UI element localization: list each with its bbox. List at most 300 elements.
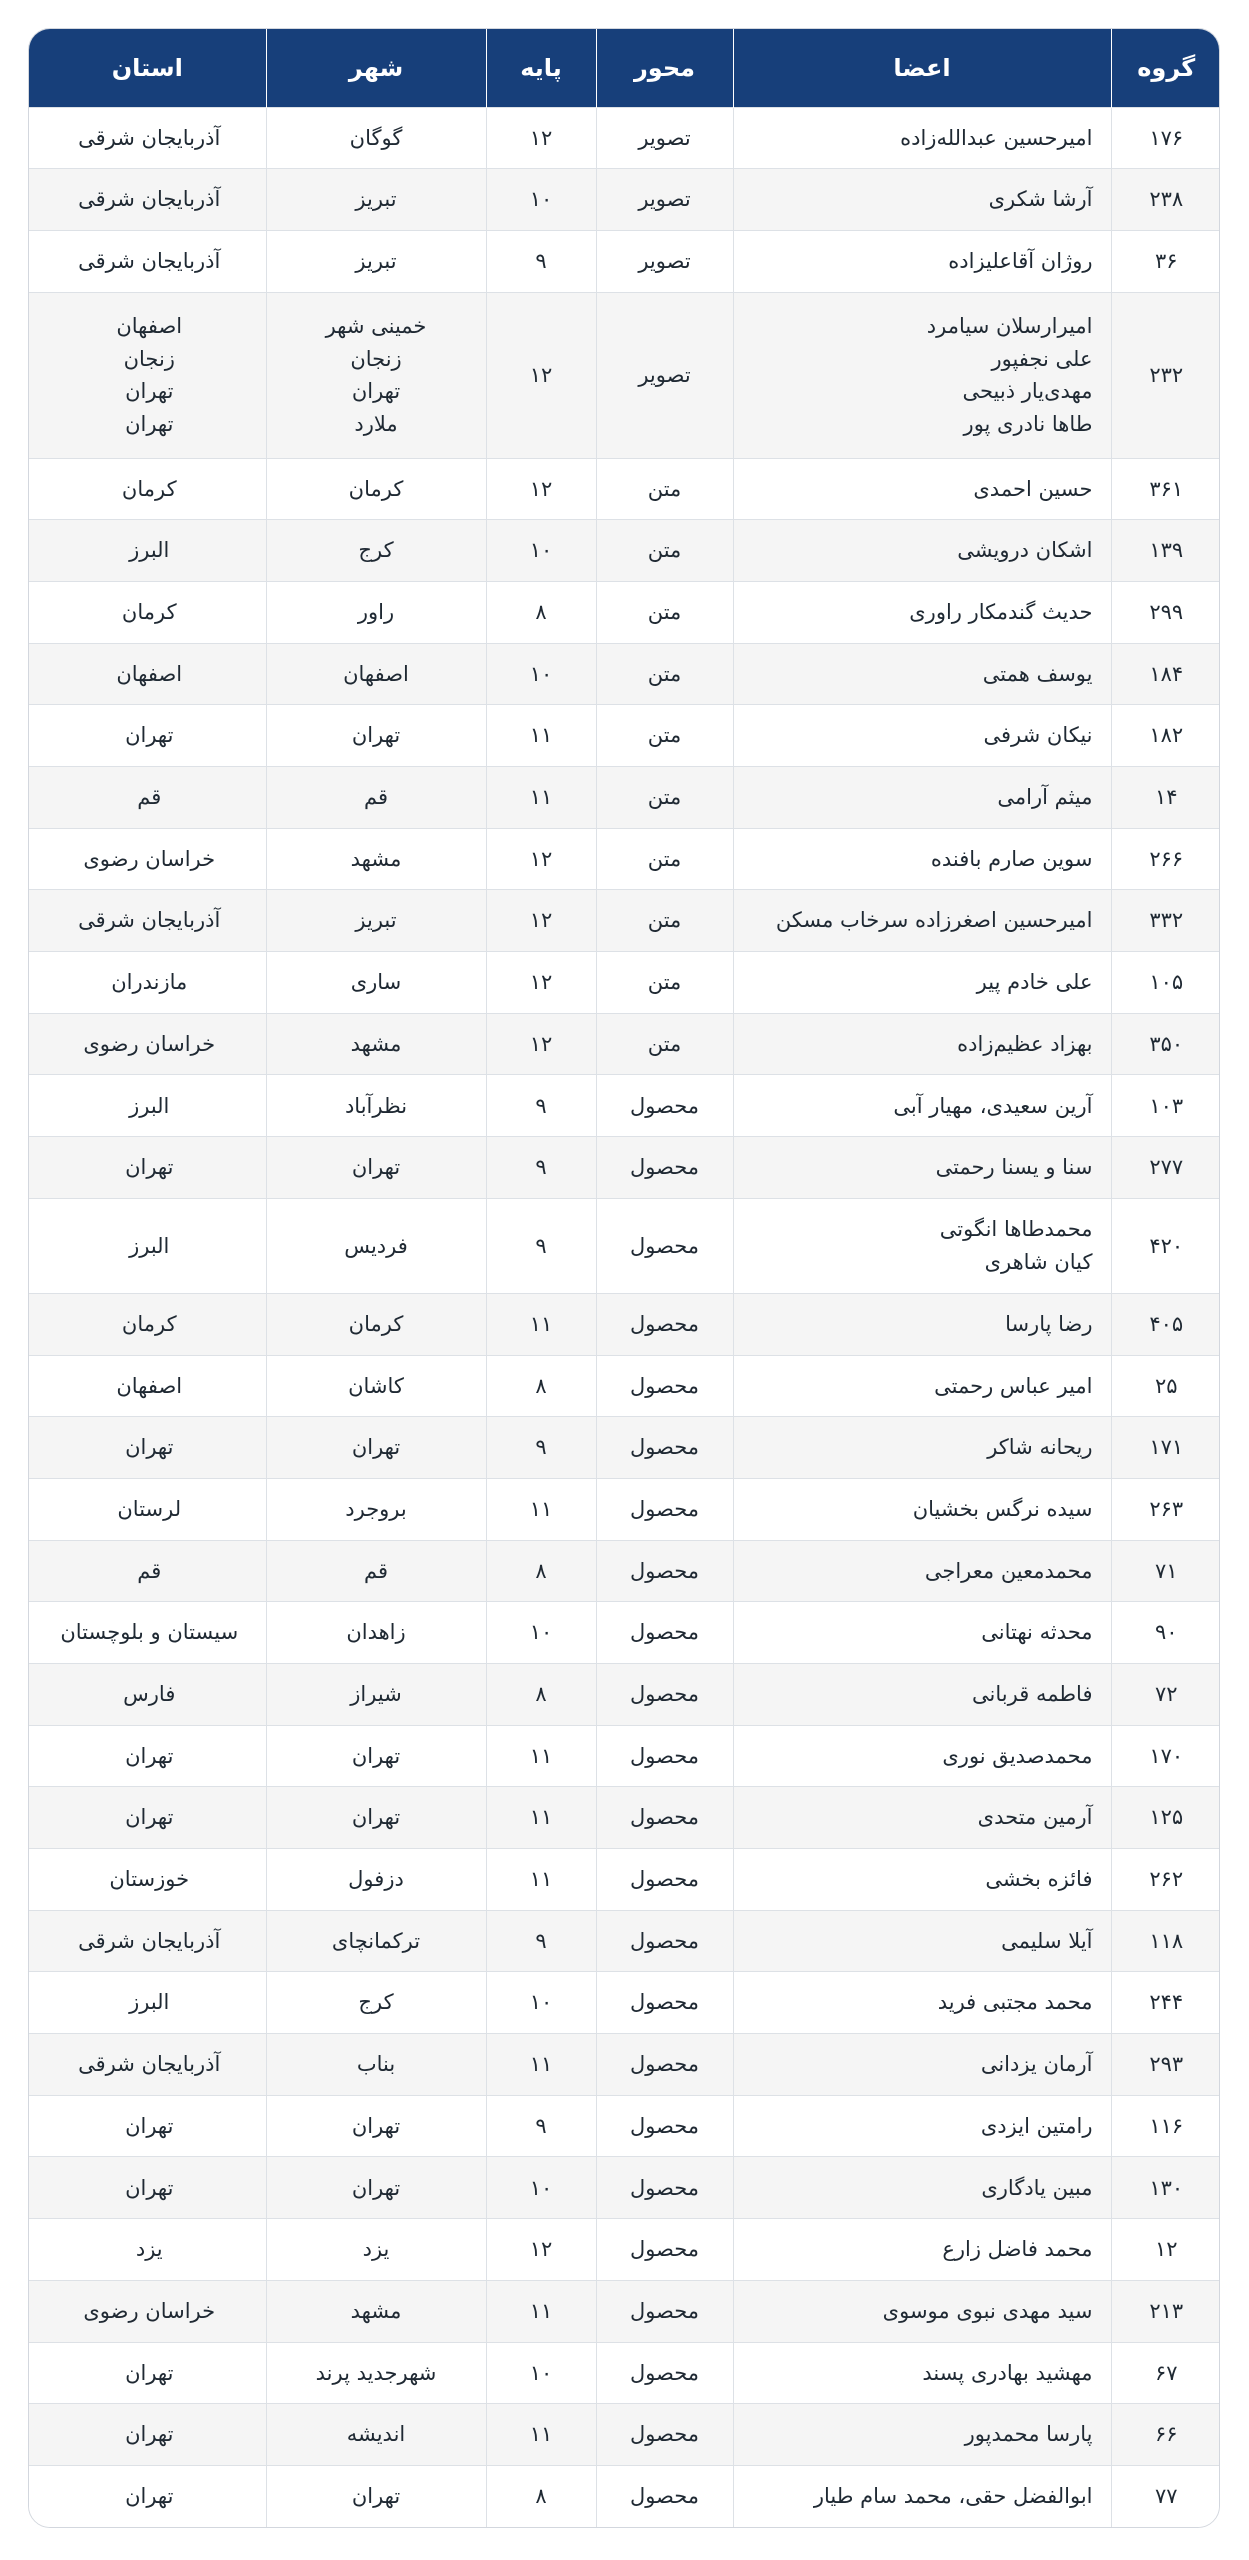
cell-province-line: آذربایجان شرقی xyxy=(78,125,221,150)
cell-city xyxy=(266,890,486,952)
cell-grade: ۱۰ xyxy=(486,1972,596,2034)
cell-grade: ۱۱ xyxy=(486,1725,596,1787)
cell-grade: ۱۱ xyxy=(486,705,596,767)
cell-axis: محصول xyxy=(596,2465,733,2527)
cell-grade: ۸ xyxy=(486,2465,596,2527)
cell-city-line: مشهد xyxy=(350,2298,402,2323)
cell-members xyxy=(733,1417,1111,1479)
cell-city xyxy=(266,705,486,767)
cell-members xyxy=(733,1910,1111,1972)
cell-group: ۳۵۰ xyxy=(1111,1013,1220,1075)
cell-axis: محصول xyxy=(596,2034,733,2096)
cell-city-line: کاشان xyxy=(348,1373,404,1398)
cell-axis: محصول xyxy=(596,2095,733,2157)
cell-group: ۹۰ xyxy=(1111,1602,1220,1664)
cell-group: ۱۷۱ xyxy=(1111,1417,1220,1479)
cell-members-line: محمدطاها انگوتی xyxy=(939,1217,1093,1242)
cell-province-line: تهران xyxy=(125,2113,174,2138)
cell-members-line: محمدصدیق نوری xyxy=(942,1743,1093,1768)
cell-members-line: ریحانه شاکر xyxy=(987,1435,1093,1460)
cell-province xyxy=(29,2157,266,2219)
cell-province xyxy=(29,292,266,458)
cell-city xyxy=(266,2404,486,2466)
cell-members-line: سوین صارم بافنده xyxy=(930,846,1093,871)
table-row xyxy=(29,705,1220,767)
cell-city-line: کرج xyxy=(358,1990,394,2015)
cell-city xyxy=(266,2465,486,2527)
cell-members-line: سیده نرگس بخشیان xyxy=(912,1496,1093,1521)
cell-axis: محصول xyxy=(596,1787,733,1849)
cell-city-line: کرج xyxy=(358,538,394,563)
cell-grade: ۱۱ xyxy=(486,2404,596,2466)
cell-city xyxy=(266,643,486,705)
cell-province xyxy=(29,828,266,890)
cell-members-line: فاطمه قربانی xyxy=(972,1682,1093,1706)
cell-province-line: البرز xyxy=(129,1093,170,1118)
cell-city xyxy=(266,1293,486,1355)
cell-province xyxy=(29,1910,266,1972)
cell-province xyxy=(29,2342,266,2404)
cell-province-line: فارس xyxy=(123,1682,176,1706)
cell-city xyxy=(266,1849,486,1911)
cell-province-line: تهران xyxy=(125,2360,174,2385)
cell-group: ۴۲۰ xyxy=(1111,1198,1220,1293)
header-axis: محور xyxy=(596,29,733,107)
cell-group: ۲۶۲ xyxy=(1111,1849,1220,1911)
cell-province-line: البرز xyxy=(129,1990,170,2015)
cell-city-line: تهران xyxy=(351,2175,401,2200)
cell-city xyxy=(266,1075,486,1137)
cell-members xyxy=(733,2465,1111,2527)
cell-grade: ۹ xyxy=(486,1075,596,1137)
cell-members xyxy=(733,767,1111,829)
cell-province-line: کرمان xyxy=(121,1311,177,1336)
table-row xyxy=(29,2404,1220,2466)
cell-members-line: پارسا محمدپور xyxy=(964,2422,1093,2447)
cell-province-line: سیستان و بلوچستان xyxy=(60,1620,239,1645)
cell-grade: ۱۲ xyxy=(486,828,596,890)
cell-province xyxy=(29,1663,266,1725)
cell-grade: ۸ xyxy=(486,1540,596,1602)
cell-province-line: تهران xyxy=(125,1435,174,1460)
cell-axis: محصول xyxy=(596,1198,733,1293)
cell-city-line: تهران xyxy=(351,1435,401,1460)
cell-province xyxy=(29,952,266,1014)
cell-grade: ۹ xyxy=(486,1910,596,1972)
cell-axis: محصول xyxy=(596,1849,733,1911)
cell-province xyxy=(29,643,266,705)
cell-grade: ۸ xyxy=(486,1663,596,1725)
cell-grade: ۱۱ xyxy=(486,2280,596,2342)
cell-city xyxy=(266,767,486,829)
cell-city-line: اندیشه xyxy=(346,2422,406,2447)
table-row xyxy=(29,1910,1220,1972)
cell-grade: ۱۰ xyxy=(486,2342,596,2404)
cell-members xyxy=(733,643,1111,705)
cell-province xyxy=(29,1540,266,1602)
table-row xyxy=(29,107,1220,169)
table-row xyxy=(29,1075,1220,1137)
cell-province-line: تهران xyxy=(125,1805,174,1830)
cell-province-line: آذربایجان شرقی xyxy=(78,187,221,212)
cell-province xyxy=(29,2034,266,2096)
cell-city xyxy=(266,1663,486,1725)
cell-members-line: محمدمعین معراجی xyxy=(924,1558,1093,1583)
cell-group: ۲۴۴ xyxy=(1111,1972,1220,2034)
cell-members xyxy=(733,1725,1111,1787)
cell-grade: ۱۲ xyxy=(486,292,596,458)
cell-city xyxy=(266,169,486,231)
cell-members xyxy=(733,2034,1111,2096)
table-row xyxy=(29,1972,1220,2034)
cell-axis: محصول xyxy=(596,2404,733,2466)
table-body xyxy=(29,107,1220,2527)
cell-grade: ۱۰ xyxy=(486,2157,596,2219)
cell-axis: محصول xyxy=(596,1293,733,1355)
cell-axis: متن xyxy=(596,520,733,582)
cell-members-line: علی نجفپور xyxy=(991,346,1093,371)
cell-province xyxy=(29,1787,266,1849)
cell-axis: محصول xyxy=(596,1137,733,1199)
cell-members xyxy=(733,1540,1111,1602)
cell-group: ۱۷۶ xyxy=(1111,107,1220,169)
cell-grade: ۱۰ xyxy=(486,169,596,231)
cell-city-line: بناب xyxy=(356,2052,396,2077)
cell-group: ۲۹۳ xyxy=(1111,2034,1220,2096)
cell-province-line: تهران xyxy=(125,411,174,436)
cell-members-line: آرشا شکری xyxy=(988,187,1093,212)
cell-members xyxy=(733,890,1111,952)
cell-province xyxy=(29,1075,266,1137)
cell-group: ۲۹۹ xyxy=(1111,581,1220,643)
cell-group: ۷۱ xyxy=(1111,1540,1220,1602)
cell-city xyxy=(266,458,486,520)
cell-members xyxy=(733,581,1111,643)
cell-group: ۱۱۶ xyxy=(1111,2095,1220,2157)
cell-province xyxy=(29,890,266,952)
cell-province-line: یزد xyxy=(135,2237,163,2262)
cell-province xyxy=(29,1013,266,1075)
cell-group: ۳۳۲ xyxy=(1111,890,1220,952)
table-row xyxy=(29,1137,1220,1199)
table-row xyxy=(29,1540,1220,1602)
cell-group: ۶۶ xyxy=(1111,2404,1220,2466)
cell-city xyxy=(266,520,486,582)
cell-grade: ۹ xyxy=(486,2095,596,2157)
participants-table-container xyxy=(28,28,1220,2528)
cell-axis: متن xyxy=(596,828,733,890)
cell-city-line: تهران xyxy=(351,2484,401,2509)
cell-city xyxy=(266,1417,486,1479)
cell-members-line: کیان شاهری xyxy=(984,1249,1093,1274)
cell-members xyxy=(733,1013,1111,1075)
cell-members-line: حدیث گندمکار راوری xyxy=(909,600,1093,624)
cell-city xyxy=(266,2034,486,2096)
cell-province-line: تهران xyxy=(125,2175,174,2200)
cell-axis: متن xyxy=(596,705,733,767)
cell-grade: ۹ xyxy=(486,230,596,292)
cell-axis: محصول xyxy=(596,2157,733,2219)
cell-grade: ۱۲ xyxy=(486,107,596,169)
cell-group: ۲۶۶ xyxy=(1111,828,1220,890)
cell-grade: ۱۰ xyxy=(486,643,596,705)
cell-city xyxy=(266,1198,486,1293)
cell-city xyxy=(266,2219,486,2281)
cell-city-line: دزفول xyxy=(348,1867,404,1892)
cell-city-line: قم xyxy=(363,1558,388,1583)
cell-group: ۳۶۱ xyxy=(1111,458,1220,520)
cell-members xyxy=(733,1137,1111,1199)
cell-city xyxy=(266,1013,486,1075)
cell-city-line: نظرآباد xyxy=(344,1093,408,1118)
cell-group: ۱۷۰ xyxy=(1111,1725,1220,1787)
cell-axis: متن xyxy=(596,767,733,829)
cell-province xyxy=(29,1417,266,1479)
cell-province-line: اصفهان xyxy=(116,313,183,338)
header-province: استان xyxy=(29,29,266,107)
cell-province xyxy=(29,1972,266,2034)
cell-province-line: اصفهان xyxy=(116,1373,183,1398)
cell-axis: متن xyxy=(596,952,733,1014)
cell-province-line: خراسان رضوی xyxy=(83,1031,216,1056)
cell-province xyxy=(29,705,266,767)
cell-city-line: راور xyxy=(357,600,395,624)
cell-members-line: امیرارسلان سیامرد xyxy=(926,313,1093,338)
cell-members-line: رضا پارسا xyxy=(1005,1311,1093,1336)
cell-group: ۱۲۵ xyxy=(1111,1787,1220,1849)
cell-axis: محصول xyxy=(596,1540,733,1602)
cell-members-line: یوسف همتی xyxy=(982,661,1093,686)
table-row xyxy=(29,1417,1220,1479)
cell-axis: تصویر xyxy=(596,169,733,231)
cell-province xyxy=(29,107,266,169)
cell-group: ۷۷ xyxy=(1111,2465,1220,2527)
cell-group: ۴۰۵ xyxy=(1111,1293,1220,1355)
cell-members-line: امیر عباس رحمتی xyxy=(934,1373,1093,1398)
cell-members-line: آرمین متحدی xyxy=(977,1805,1093,1830)
table-row xyxy=(29,890,1220,952)
cell-city xyxy=(266,1910,486,1972)
cell-city-line: قم xyxy=(363,785,388,810)
cell-grade: ۹ xyxy=(486,1137,596,1199)
cell-members xyxy=(733,292,1111,458)
cell-grade: ۹ xyxy=(486,1417,596,1479)
cell-axis: محصول xyxy=(596,1910,733,1972)
cell-province-line: خراسان رضوی xyxy=(83,846,216,871)
cell-city xyxy=(266,292,486,458)
cell-province-line: آذربایجان شرقی xyxy=(78,908,221,933)
cell-members xyxy=(733,1849,1111,1911)
cell-province xyxy=(29,2465,266,2527)
cell-province xyxy=(29,1602,266,1664)
cell-grade: ۱۱ xyxy=(486,1478,596,1540)
cell-grade: ۱۱ xyxy=(486,2034,596,2096)
cell-province xyxy=(29,1293,266,1355)
table-row xyxy=(29,1198,1220,1293)
cell-axis: محصول xyxy=(596,2280,733,2342)
cell-grade: ۱۰ xyxy=(486,520,596,582)
cell-grade: ۱۱ xyxy=(486,767,596,829)
cell-province-line: البرز xyxy=(129,538,170,563)
cell-province-line: لرستان xyxy=(117,1496,182,1521)
cell-province-line: تهران xyxy=(125,379,174,404)
table-row xyxy=(29,1787,1220,1849)
cell-members xyxy=(733,828,1111,890)
cell-city xyxy=(266,2342,486,2404)
cell-members xyxy=(733,1198,1111,1293)
cell-axis: تصویر xyxy=(596,292,733,458)
table-row xyxy=(29,169,1220,231)
cell-group: ۱۸۲ xyxy=(1111,705,1220,767)
cell-province-line: البرز xyxy=(129,1233,170,1258)
cell-members xyxy=(733,1602,1111,1664)
table-row xyxy=(29,2280,1220,2342)
cell-city-line: تبریز xyxy=(355,187,397,212)
cell-axis: تصویر xyxy=(596,107,733,169)
cell-members xyxy=(733,1478,1111,1540)
cell-province xyxy=(29,169,266,231)
cell-axis: متن xyxy=(596,581,733,643)
cell-city-line: زاهدان xyxy=(346,1620,406,1645)
cell-province xyxy=(29,520,266,582)
cell-province xyxy=(29,2404,266,2466)
cell-group: ۲۷۷ xyxy=(1111,1137,1220,1199)
cell-province-line: اصفهان xyxy=(116,661,183,686)
cell-province-line: کرمان xyxy=(121,476,177,501)
cell-members xyxy=(733,1787,1111,1849)
cell-members-line: بهزاد عظیم‌زاده xyxy=(957,1031,1093,1056)
table-row xyxy=(29,2034,1220,2096)
cell-axis: تصویر xyxy=(596,230,733,292)
cell-grade: ۱۱ xyxy=(486,1787,596,1849)
cell-city xyxy=(266,1478,486,1540)
cell-members xyxy=(733,1293,1111,1355)
cell-axis: محصول xyxy=(596,2219,733,2281)
cell-grade: ۱۲ xyxy=(486,2219,596,2281)
cell-members xyxy=(733,952,1111,1014)
cell-city-line: یزد xyxy=(362,2237,390,2262)
table-row xyxy=(29,1725,1220,1787)
table-row xyxy=(29,1849,1220,1911)
cell-members xyxy=(733,2157,1111,2219)
cell-members-line: آرمان یزدانی xyxy=(980,2052,1093,2077)
cell-axis: متن xyxy=(596,458,733,520)
header-members: اعضا xyxy=(733,29,1111,107)
cell-axis: محصول xyxy=(596,1725,733,1787)
cell-members-line: مهشید بهادری پسند xyxy=(922,2360,1093,2385)
table-row xyxy=(29,1355,1220,1417)
cell-city-line: تبریز xyxy=(355,248,397,273)
cell-axis: محصول xyxy=(596,1075,733,1137)
table-row xyxy=(29,1478,1220,1540)
cell-city xyxy=(266,230,486,292)
cell-members-line: سید مهدی نبوی موسوی xyxy=(882,2298,1093,2323)
cell-city-line: کرمان xyxy=(348,1311,404,1336)
cell-province xyxy=(29,2219,266,2281)
table-row xyxy=(29,2095,1220,2157)
cell-city xyxy=(266,2095,486,2157)
cell-city xyxy=(266,952,486,1014)
cell-members xyxy=(733,2095,1111,2157)
table-row xyxy=(29,1663,1220,1725)
cell-city xyxy=(266,2280,486,2342)
cell-members xyxy=(733,2404,1111,2466)
cell-province xyxy=(29,2095,266,2157)
cell-city xyxy=(266,581,486,643)
cell-axis: متن xyxy=(596,643,733,705)
cell-city xyxy=(266,1725,486,1787)
cell-group: ۱۰۳ xyxy=(1111,1075,1220,1137)
cell-members xyxy=(733,1075,1111,1137)
cell-city-line: اصفهان xyxy=(343,661,409,686)
cell-city xyxy=(266,828,486,890)
cell-members-line: حسین احمدی xyxy=(973,476,1093,501)
cell-members xyxy=(733,458,1111,520)
table-row xyxy=(29,520,1220,582)
cell-city-line: شیراز xyxy=(350,1682,402,1706)
cell-city-line: مشهد xyxy=(350,846,402,871)
cell-members xyxy=(733,1355,1111,1417)
cell-province-line: آذربایجان شرقی xyxy=(78,2052,221,2077)
cell-province-line: تهران xyxy=(125,1155,174,1180)
cell-group: ۱۰۵ xyxy=(1111,952,1220,1014)
cell-city xyxy=(266,1355,486,1417)
cell-grade: ۱۲ xyxy=(486,458,596,520)
cell-province-line: خوزستان xyxy=(109,1867,190,1892)
cell-members xyxy=(733,1972,1111,2034)
cell-members-line: مبین یادگاری xyxy=(981,2175,1093,2200)
cell-province xyxy=(29,581,266,643)
cell-city-line: تهران xyxy=(351,1743,401,1768)
table-row xyxy=(29,767,1220,829)
cell-province xyxy=(29,1478,266,1540)
cell-members-line: علی خادم پیر xyxy=(976,970,1093,995)
table-row xyxy=(29,581,1220,643)
cell-members xyxy=(733,520,1111,582)
cell-city-line: کرمان xyxy=(348,476,404,501)
table-header-row xyxy=(29,29,1220,107)
cell-members-line: محمد مجتبی فرید xyxy=(937,1990,1093,2015)
cell-province xyxy=(29,1137,266,1199)
cell-members xyxy=(733,2280,1111,2342)
cell-city-line: تهران xyxy=(351,379,401,404)
cell-members xyxy=(733,230,1111,292)
table-row xyxy=(29,2465,1220,2527)
cell-members-line: طاها نادری پور xyxy=(963,411,1093,436)
cell-province xyxy=(29,230,266,292)
cell-members-line: آیلا سلیمی xyxy=(1001,1928,1093,1953)
cell-province-line: قم xyxy=(137,785,162,810)
cell-members-line: سنا و یسنا رحمتی xyxy=(935,1155,1093,1180)
cell-group: ۲۳۸ xyxy=(1111,169,1220,231)
cell-city xyxy=(266,1787,486,1849)
cell-city-line: ترکمانچای xyxy=(331,1928,421,1953)
cell-city xyxy=(266,107,486,169)
cell-province-line: آذربایجان شرقی xyxy=(78,1928,221,1953)
cell-city xyxy=(266,1602,486,1664)
cell-province-line: تهران xyxy=(125,2422,174,2447)
cell-group: ۳۶ xyxy=(1111,230,1220,292)
cell-group: ۱۳۹ xyxy=(1111,520,1220,582)
cell-grade: ۱۰ xyxy=(486,1602,596,1664)
cell-members-line: رامتین ایزدی xyxy=(980,2113,1093,2138)
cell-members-line: آرین سعیدی، مهیار آبی xyxy=(893,1093,1093,1118)
cell-city-line: بروجرد xyxy=(345,1496,407,1521)
cell-group: ۱۴ xyxy=(1111,767,1220,829)
cell-province-line: تهران xyxy=(125,1743,174,1768)
cell-grade: ۱۱ xyxy=(486,1293,596,1355)
cell-members-line: اشکان درویشی xyxy=(957,538,1093,563)
